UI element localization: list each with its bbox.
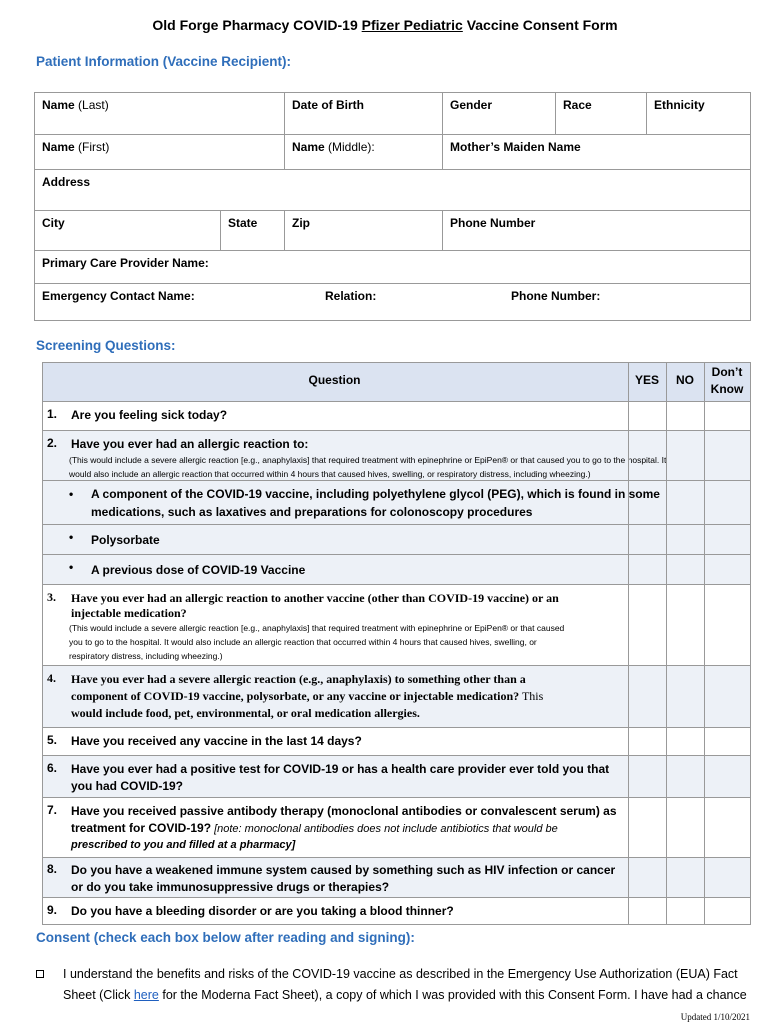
race-field[interactable]: Race (556, 93, 647, 134)
consent-text-1: I understand the benefits and risks of the COVID-19 vaccine as described in the Emergency Use Authorization (EUA) Fact Sheet (Click here for the Moderna Fact Sheet), a copy of which I was provided with this Consent Form. I have had a chance (63, 967, 747, 1002)
question-col-header: Question (308, 373, 361, 387)
patient-row-2 (35, 135, 750, 170)
consent-heading: Consent (check each box below after reading and signing): (36, 930, 415, 945)
zip-field[interactable]: Zip (285, 211, 443, 250)
name-first-field[interactable]: Name (First) (35, 135, 285, 169)
patient-info-heading: Patient Information (Vaccine Recipient): (36, 54, 292, 69)
question-row-4: 4. Have you ever had a severe allergic reaction (e.g., anaphylaxis) to something other than a component of COVID-19 vaccine, polysorbate, or any vaccine or injectable medication? This would include food, pet, environmental, or oral medication allergies. (43, 666, 750, 728)
question-row-2: 2. Have you ever had an allergic reaction to: (This would include a severe allergic reaction [e.g., anaphylaxis] that required treatment with epinephrine or EpiPen® or that caused you to go to the hospital. It would also include an allergic reaction that occurred within 4 hours that caused hives, swelling, or respiratory distress, including wheezing.) (43, 431, 750, 481)
patient-row-1 (35, 93, 750, 135)
yes-column-line (628, 363, 629, 924)
yes-col-header: YES (634, 373, 659, 387)
patient-info-table (34, 92, 751, 321)
question-row-8: 8. Do you have a weakened immune system caused by something such as HIV infection or cancer or do you take immunosuppressive drugs or therapies? (43, 858, 750, 898)
ethnicity-field[interactable]: Ethnicity (654, 98, 705, 112)
consent-checkbox-1[interactable] (36, 970, 44, 978)
emergency-contact-label: Emergency Contact Name: (42, 289, 195, 303)
question-row-7: 7. Have you received passive antibody therapy (monoclonal antibodies or convalescent serum) as treatment for COVID-19? [note: monoclonal antibodies does not include antibiotics that would be prescribed to you and filled at a pharmacy] (43, 798, 750, 858)
city-field[interactable]: City (35, 211, 221, 250)
pcp-field[interactable]: Primary Care Provider Name: (35, 251, 750, 284)
question-row-6: 6. Have you ever had a positive test for COVID-19 or has a health care provider ever told you that you had COVID-19? (43, 756, 750, 798)
question-row-1: 1. Are you feeling sick today? (43, 402, 750, 431)
address-field[interactable]: Address (35, 170, 750, 211)
name-last-field[interactable]: Name (Last) (35, 93, 285, 134)
question-row-5: 5. Have you received any vaccine in the last 14 days? (43, 728, 750, 756)
dont-know-column-line (704, 363, 705, 924)
screening-table (42, 362, 751, 925)
maiden-name-field[interactable]: Mother’s Maiden Name (450, 140, 581, 154)
emergency-phone-label: Phone Number: (511, 289, 601, 303)
screening-header-row (43, 363, 750, 402)
question-row-9: 9. Do you have a bleeding disorder or are you taking a blood thinner? (47, 903, 454, 918)
question-row-2c: • A previous dose of COVID-19 Vaccine (43, 555, 750, 585)
question-row-2b: • Polysorbate (43, 525, 750, 555)
dont-know-col-header: Don’t Know (710, 365, 744, 396)
form-title: Old Forge Pharmacy COVID-19 Pfizer Pediatric Vaccine Consent Form (152, 17, 618, 33)
fact-sheet-link[interactable]: here (133, 988, 159, 1002)
no-column-line (666, 363, 667, 924)
no-col-header: NO (676, 373, 694, 387)
question-row-2a: • A component of the COVID-19 vaccine, including polyethylene glycol (PEG), which is found in some medications, such as laxatives and preparations for colonoscopy procedures (43, 481, 750, 525)
state-field[interactable]: State (221, 211, 285, 250)
gender-field[interactable]: Gender (443, 93, 556, 134)
emergency-row[interactable] (35, 284, 750, 321)
relation-label: Relation: (325, 289, 377, 303)
name-middle-field[interactable]: Name (Middle): (285, 135, 443, 169)
patient-row-4 (35, 211, 750, 251)
phone-field[interactable]: Phone Number (450, 216, 536, 230)
question-row-3: 3. Have you ever had an allergic reaction to another vaccine (other than COVID-19 vaccine) or an injectable medication? (This would include a severe allergic reaction [e.g., anaphylaxis] that required treatment with epinephrine or EpiPen® or that caused you to go to the hospital. It would also include an allergic reaction that occurred within 4 hours that caused hives, swelling, or respiratory distress, including wheezing.) (43, 585, 750, 666)
screening-heading: Screening Questions: (36, 338, 176, 353)
updated-date: Updated 1/10/2021 (680, 1012, 750, 1022)
dob-field[interactable]: Date of Birth (285, 93, 443, 134)
